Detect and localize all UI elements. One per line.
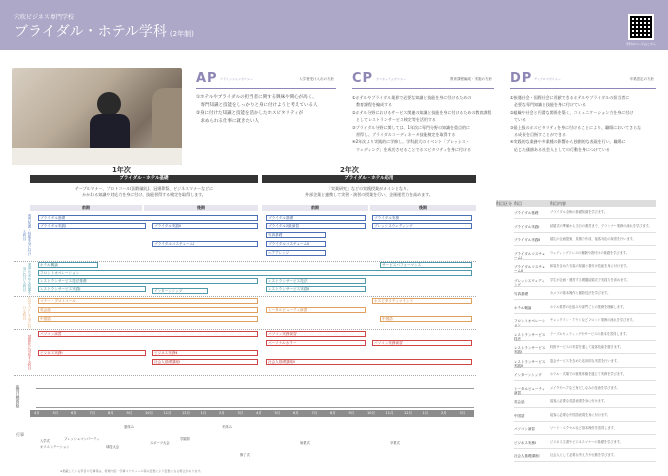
term-2b: 後期 <box>370 205 476 211</box>
page-title: ブライダル・ホテル学科 (2年制) <box>14 24 194 40</box>
course-name: ホテル概論 <box>514 305 532 310</box>
event-item: スポーツ大会 <box>150 441 170 445</box>
ap-text: ①ホテルやブライダルの担当者に関する興味や関心が高く、 専門知識と技能をしっかりと身に付けようと考えている人 ②身に付けた知識と技能を活かしたホスピタリティが 求められる仕事に就きたい人 <box>196 95 318 124</box>
course-box[interactable]: ブライダル実践Ⅱ <box>152 223 258 229</box>
course-box[interactable]: ブライダル2級演習 <box>266 223 366 229</box>
month-label: 1月 <box>200 411 207 415</box>
course-name: インターンシップ <box>514 373 542 377</box>
month-label: 6月 <box>71 411 77 415</box>
course-name: レストランサービス技法 <box>514 332 546 341</box>
course-box[interactable]: パソコン演習 <box>38 331 258 337</box>
table-row <box>514 358 656 368</box>
month-label: 4月 <box>34 411 40 415</box>
course-description: 社会人として必要な考え方や行動を学びます。 <box>550 453 617 457</box>
course-box[interactable]: インターンシップ <box>152 288 208 294</box>
course-name: ビジネス実務Ⅰ <box>514 440 536 445</box>
ap-caption: 入学者受け入れの方針 <box>299 77 334 81</box>
ap-block <box>196 71 336 153</box>
course-description: ブライダル全般の基礎知識を学びます。 <box>550 210 608 214</box>
cp-code: CP <box>352 71 374 86</box>
table-row <box>514 263 656 273</box>
table-row <box>514 223 656 233</box>
event-item: オリエンテーション <box>40 445 70 449</box>
month-label: 12月 <box>404 411 412 415</box>
staff-head-shape <box>97 92 121 116</box>
qualifications-area <box>36 388 474 408</box>
term-1a: 前期 <box>30 205 142 211</box>
course-box[interactable]: フロントオペレーション <box>38 270 472 276</box>
year1-label: 1年次 <box>112 166 131 174</box>
course-box[interactable]: 中国語 <box>38 316 258 322</box>
course-name: トータルビューティ演習 <box>514 386 546 395</box>
divider <box>14 329 476 330</box>
event-item: 学園祭 <box>180 437 190 441</box>
event-item: 入学式 <box>40 439 50 443</box>
month-label: 9月 <box>126 411 133 415</box>
hero-photo <box>12 68 182 165</box>
course-box[interactable]: ブライダル基礎 <box>38 215 258 221</box>
qualifications-label: 取得目標資格 <box>16 385 21 408</box>
course-box[interactable]: ブライダルコスチュームⅡ <box>266 241 326 247</box>
course-description: チェックイン・アウトなどフロント業務の流れを学びます。 <box>550 318 636 322</box>
event-item: 冬休み <box>222 425 232 429</box>
course-description: 接客に必要な英語表現を身に付けます。 <box>550 399 608 403</box>
course-box[interactable]: 社会人基礎講座Ⅱ <box>266 359 472 365</box>
course-box[interactable]: ビジネス実務Ⅰ <box>38 350 146 356</box>
category-label-1: 専門知識・技能を身に付ける科目 <box>23 214 32 256</box>
month-label: 6月 <box>293 411 299 415</box>
event-item: 修了式 <box>240 453 250 457</box>
category-label-4: 国際化に対応する科目 <box>28 334 32 370</box>
course-box[interactable]: ブライダル実践Ⅰ <box>38 223 146 229</box>
course-description: メイクやヘアなど身だしなみの技術を学びます。 <box>550 385 620 390</box>
year2-text: 「実業研究」などの実践授業がメインとなり、 外部企業と連携して実習・演習の授業を行い、企画運営力を高めます。 <box>305 186 433 197</box>
table-row <box>514 331 656 341</box>
cp-label: カリキュラムポリシー <box>376 77 406 81</box>
course-description: テーブルセッティングやサービスの基本を習得します。 <box>550 331 629 336</box>
month-label: 10月 <box>145 411 153 415</box>
event-item: フレッシュマンパーティ <box>64 437 100 441</box>
divider <box>14 296 476 297</box>
month-label: 12月 <box>182 411 190 415</box>
month-label: 3月 <box>459 411 466 415</box>
course-box[interactable]: サービスパフォーマンス <box>380 262 472 268</box>
table-row <box>514 425 656 435</box>
course-description: 和装を含めた衣装の知識と着付け技能を身に付けます。 <box>550 264 630 268</box>
year2-label: 2年次 <box>340 166 359 174</box>
table-row <box>514 304 656 314</box>
month-timeline <box>30 410 474 417</box>
course-box[interactable]: ヘアアレンジ <box>266 250 326 256</box>
course-description: ウェディングドレスの種類や着付けの基礎を学びます。 <box>550 250 629 255</box>
years-label: (2年制) <box>169 30 194 38</box>
course-box[interactable]: パソコン実務演習 <box>372 340 472 346</box>
events-label: 行事 <box>16 432 24 437</box>
course-name: 英会話 <box>514 400 525 404</box>
month-label: 1月 <box>422 411 429 415</box>
table-row <box>514 452 656 462</box>
month-label: 8月 <box>108 411 114 415</box>
course-box[interactable]: 写真基礎 <box>266 232 326 238</box>
course-box[interactable]: ブレッシスウェディング <box>372 223 472 229</box>
event-item: 夏休み <box>124 425 134 429</box>
course-box[interactable]: レストランサービス実践Ⅰ <box>38 286 146 292</box>
term-1b: 後期 <box>144 205 258 211</box>
table-shape <box>12 148 182 165</box>
school-name: 穴吹ビジネス専門学校 <box>14 14 74 21</box>
table-row <box>514 385 656 395</box>
course-description: 宴会サービスを含めた応用的な実習を行います。 <box>550 358 620 363</box>
cp-block <box>352 71 494 153</box>
course-description: 結婚式の準備から当日の運営まで、プランナー業務の流れを学びます。 <box>550 223 652 228</box>
dp-label: ディプロマポリシー <box>534 77 561 81</box>
footer-note: ※掲載している科目や行事等は、授業内容・学事スケジュール等の変更により変更になる場合があります。 <box>60 469 204 473</box>
month-label: 5月 <box>52 411 59 415</box>
table-row <box>514 344 656 354</box>
cp-text: ①ホテルやブライダル業界で必要な知識と技能を身に付けるための 教育課程を編成する ②ホテル分野におけるサービス関連の知識と技能を身に付けるための教育課程 としてレストランサービス検定等を活用する ③ブライダル分野に関しては、1年次に専門分野の知識を重点的に 習得し、ブライダルコーディネータ技能検定を取得する ④2年次より実践的に学修し、学科最大のイベント「ブレッシス・ ウェディング」を成功させることでホスピタリティを身に付ける <box>352 95 492 152</box>
dp-caption: 卒業認定の方針 <box>629 77 654 81</box>
ap-code: AP <box>196 71 218 86</box>
course-description: 学生が企画・運営する模擬結婚式で実践力を高めます。 <box>550 277 630 282</box>
month-label: 10月 <box>367 411 375 415</box>
course-box[interactable]: レストランサービス技法 <box>266 278 366 284</box>
qr-code-icon[interactable] <box>628 14 654 40</box>
course-box[interactable]: ブライダル基礎 <box>266 215 366 221</box>
course-box[interactable]: 英会話 <box>38 307 258 313</box>
dp-code: DP <box>510 71 533 86</box>
header-banner <box>0 0 668 50</box>
course-name: フロントオペレーション <box>514 319 546 327</box>
course-name: 社会人基礎講座Ⅰ <box>514 454 540 458</box>
course-name: レストランサービス実践Ⅱ <box>514 359 546 368</box>
course-name: ブライダル実践Ⅱ <box>514 238 541 242</box>
dp-block <box>510 71 656 153</box>
dp-text: ①接遇社会・国際社会に貢献できるホテルやブライダルの担当者に 必要な専門知識と技能を身に付けている ②組織や社会と円滑な関係を築く、コミュニケーション力を身に付け ている ③最上級のホスピタリティを身に付けることにより、職場においてさらな る成長を目指すことができる ④実践的な業務や多業種の影響から独創的な表現を行い、職場に 応じた価値ある社会人としての行動を身につけている <box>510 95 642 152</box>
table-row <box>514 250 656 260</box>
course-box[interactable]: マナー・プロトコール <box>38 298 258 304</box>
table-row <box>514 209 656 219</box>
year1-text: テーブルマナー、プロトコール(国際儀礼)、冠婚葬祭、ビジネスマナーなどに かかわる知識や対応力を身に付け、技能習得する検定を取得します。 <box>74 186 214 197</box>
course-name: 中国語 <box>514 413 525 418</box>
month-label: 8月 <box>330 411 336 415</box>
month-label: 2月 <box>441 411 447 415</box>
ap-label: アドミッションポリシー <box>220 77 253 81</box>
course-box[interactable]: 社会人基礎講座Ⅰ <box>152 359 258 365</box>
month-label: 11月 <box>163 411 172 415</box>
year2-bar: ブライダル・ホテル応用 <box>262 175 476 183</box>
course-name: 写真基礎 <box>514 292 528 296</box>
course-description: 接客に必要な中国語表現を身に付けます。 <box>550 412 611 417</box>
month-label: 9月 <box>348 411 355 415</box>
course-name: パソコン演習 <box>514 427 535 431</box>
course-name: ブライダル基礎 <box>514 211 539 215</box>
course-box[interactable]: ブライダルコスチュームⅠ <box>152 241 258 247</box>
cp-caption: 教育課程編成・実施の方針 <box>450 77 492 81</box>
course-description: ワード・エクセルなど基本操作を習得します。 <box>550 426 617 430</box>
course-name: ブライダルコスチュームⅡ <box>514 265 546 273</box>
course-box[interactable]: ホスピタリティマインド <box>372 298 472 304</box>
course-box[interactable]: ビジネス実務Ⅱ <box>152 350 258 356</box>
month-label: 7月 <box>311 411 318 415</box>
course-box[interactable]: パーソナルカラー <box>266 340 366 346</box>
course-box[interactable]: トータルビューティ演習 <box>266 307 366 313</box>
course-description: ホテル・式場での就業体験を通じて実務を学びます。 <box>550 372 627 376</box>
month-label: 5月 <box>274 411 281 415</box>
course-name: ブレッシスウェディング <box>514 278 545 287</box>
event-item: 始業式 <box>300 441 310 445</box>
event-item: 球技大会 <box>106 445 120 449</box>
table-row <box>514 439 656 449</box>
month-label: 2月 <box>219 411 225 415</box>
course-box[interactable]: 中国語 <box>380 316 472 322</box>
table-row <box>514 398 656 408</box>
table-head-course: 科目 <box>514 200 550 207</box>
course-name: レストランサービス実践Ⅰ <box>514 346 546 354</box>
table-head-content: 科目内容 <box>550 200 656 207</box>
course-box[interactable]: レストランサービス実践Ⅱ <box>266 286 366 292</box>
course-description: カメラの基本操作と撮影技法を学びます。 <box>550 291 611 295</box>
year1-bar: ブライダル・ホテル基礎 <box>30 175 258 183</box>
month-label: 7月 <box>89 411 96 415</box>
month-label: 11月 <box>385 411 394 415</box>
course-box[interactable]: ホテル概論 <box>38 262 98 268</box>
course-box[interactable]: パソコン実務演習 <box>266 331 366 337</box>
table-row <box>514 317 656 327</box>
course-description: 料飲サービスの実習を通して接客技能を磨きます。 <box>550 345 624 349</box>
course-description: ビジネス文書やビジネスマナーの基礎を学びます。 <box>550 439 623 444</box>
month-label: 4月 <box>256 411 262 415</box>
event-item: 卒業式 <box>390 441 400 445</box>
course-box[interactable]: レストランサービス技法基礎 <box>38 278 258 284</box>
category-label-3: 社会人として身に付ける科目 <box>23 297 32 329</box>
course-name: ブライダル実践Ⅰ <box>514 224 540 229</box>
divider <box>14 375 476 376</box>
table-row <box>514 236 656 246</box>
table-head-category: 科目区分 <box>496 201 512 206</box>
table-row <box>514 412 656 422</box>
course-description: 婚礼の企画提案、見積り作成、接客対応の演習を行います。 <box>550 237 636 241</box>
course-box[interactable]: ブライダル実務 <box>372 215 472 221</box>
term-2a: 前期 <box>262 205 368 211</box>
category-label-2: 業界が求める知識を身に付ける科目 <box>23 263 32 295</box>
table-row <box>514 277 656 287</box>
table-row <box>514 290 656 300</box>
qr-label: 学科のページはこちら <box>626 42 656 46</box>
course-description: ホテル業界の仕組みや部門ごとの業務を理解します。 <box>550 304 627 309</box>
course-name: ブライダルコスチュームⅠ <box>514 251 546 260</box>
month-label: 3月 <box>237 411 244 415</box>
table-row <box>514 371 656 381</box>
